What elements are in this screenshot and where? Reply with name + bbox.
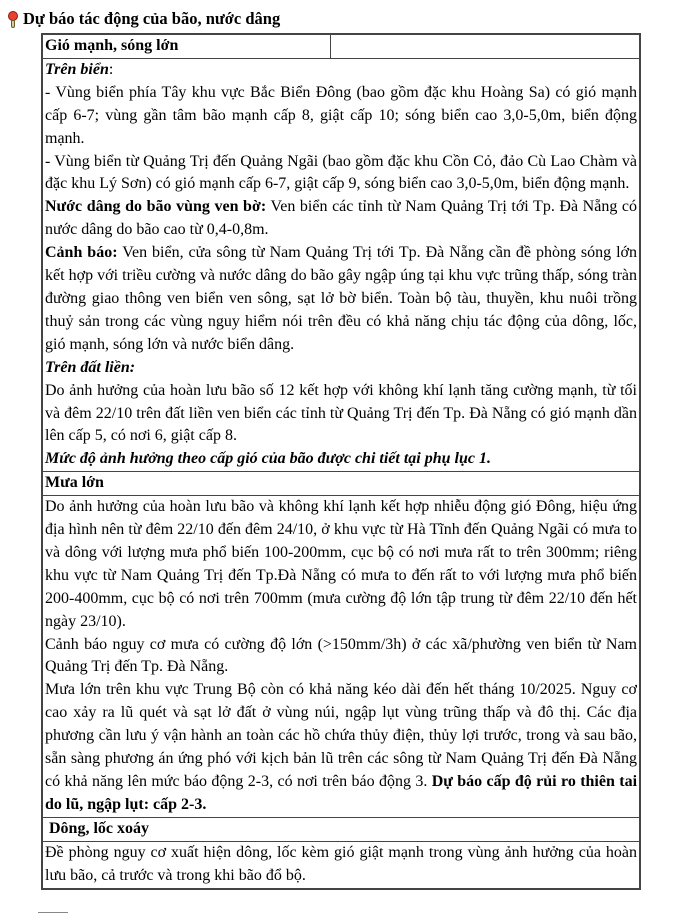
sea-colon: : (108, 60, 114, 78)
thunder-text: Đề phòng nguy cơ xuất hiện dông, lốc kèm gió giật mạnh trong vùng ảnh hưởng của hoàn lưu bão, cả trước và trong khi bão đổ bộ. (42, 841, 640, 888)
wind-header-row (42, 34, 640, 58)
warning-label: Cảnh báo: (45, 244, 118, 262)
surge-paragraph (45, 196, 637, 242)
rain-paragraph-3-text: Mưa lớn trên khu vực Trung Bộ còn có khả năng kéo dài đến hết tháng 10/2025. Nguy cơ cao xảy ra lũ quét và sạt lở đất ở vùng núi, ngập lụt vùng trũng thấp và đô thị. Các địa phương cần lưu ý vận hành an toàn các hồ chứa thủy điện, thủy lợi trước, trong và sau bão, sẵn sàng phương án ứng phó với kịch bản lũ trên các sông từ Nam Quảng Trị đến Đà Nẵng có khả năng lên mức báo động 2-3, có nơi trên báo động 3. (45, 681, 637, 790)
rain-title: Mưa lớn (42, 472, 640, 496)
sea-item: - Vùng biển phía Tây khu vực Bắc Biển Đông (bao gồm đặc khu Hoàng Sa) có gió mạnh cấp 6-7; vùng gần tâm bão mạnh cấp 8, giật cấp 10; sóng biển cao 3,0-5,0m, biển động mạnh. (45, 83, 637, 147)
heading-title: Dự báo tác động của bão, nước dâng (23, 9, 281, 28)
sea-item: - Vùng biển từ Quảng Trị đến Quảng Ngãi (bao gồm đặc khu Cồn Cỏ, đảo Cù Lao Chàm và đặc khu Lý Sơn) có gió mạnh cấp 6-7, giật cấp 9, sóng biển cao 3,0-5,0m, biển động mạnh. (45, 152, 637, 193)
rain-paragraph-3 (45, 679, 637, 816)
rain-body-row (42, 496, 640, 818)
rain-paragraph-1: Do ảnh hưởng của hoàn lưu bão và không khí lạnh kết hợp nhiễu động gió Đông, hiệu ứng địa hình nên từ đêm 22/10 đến đêm 24/10, ở khu vực từ Hà Tĩnh đến Quảng Ngãi có mưa to và dông với lượng mưa phổ biến 100-200mm, cục bộ có nơi mưa rất to trên 300mm; riêng khu vực từ Nam Quảng Trị đến Tp.Đà Nẵng có mưa to đến rất to với lượng mưa phổ biến 200-400mm, cục bộ có nơi trên 700mm (mưa cường độ lớn tập trung từ đêm 22/10 đến hết ngày 23/10). (45, 498, 637, 630)
warning-paragraph (45, 242, 637, 357)
thunder-title: Dông, lốc xoáy (42, 817, 640, 841)
wind-body (42, 58, 640, 471)
rain-header-row (42, 472, 640, 496)
pushpin-icon (7, 9, 19, 29)
appendix-note: Mức độ ảnh hưởng theo cấp gió của bão được chi tiết tại phụ lục 1. (45, 450, 491, 468)
surge-text: Ven biển các tỉnh từ Nam Quảng Trị tới Tp. Đà Nẵng có nước dâng do bão cao từ 0,4-0,8m. (45, 198, 638, 239)
sea-label: Trên biển (45, 60, 109, 78)
wind-header-empty-cell (330, 34, 640, 58)
wind-title: Gió mạnh, sóng lớn (42, 34, 330, 58)
land-text: Do ảnh hưởng của hoàn lưu bão số 12 kết hợp với không khí lạnh tăng cường mạnh, từ tối và đêm 22/10 trên đất liền ven biển các tỉnh từ Quảng Trị đến Tp. Đà Nẵng có gió mạnh dần lên cấp 5, có nơi 6, giật cấp 8. (45, 381, 637, 445)
rain-body (42, 496, 640, 818)
wind-body-row (42, 58, 640, 471)
land-label: Trên đất liền: (45, 358, 136, 376)
surge-label: Nước dâng do bão vùng ven bờ: (45, 198, 267, 216)
thunder-body-row (42, 841, 640, 888)
impact-forecast-table (41, 33, 641, 890)
rain-paragraph-2: Cảnh báo nguy cơ mưa có cường độ lớn (>150mm/3h) ở các xã/phường ven biển từ Nam Quảng Trị đến Tp. Đà Nẵng. (45, 635, 637, 676)
section-heading (7, 9, 280, 29)
divider (38, 912, 68, 915)
risk-level: Dự báo cấp độ rủi ro thiên tai do lũ, ngập lụt: cấp 2-3. (45, 773, 638, 813)
warning-text: Ven biển, cửa sông từ Nam Quảng Trị tới Tp. Đà Nẵng cần đề phòng sóng lớn kết hợp với triều cường và nước dâng do bão gây ngập úng tại khu vực trũng thấp, sóng tràn đường giao thông ven biển ven sông, sạt lở bờ biển. Toàn bộ tàu, thuyền, khu nuôi trồng thuỷ sản trong các vùng nguy hiểm nói trên đều có khả năng chịu tác động của dông, lốc, gió mạnh, sóng lớn và nước biển dâng. (45, 244, 637, 353)
thunder-header-row (42, 817, 640, 841)
